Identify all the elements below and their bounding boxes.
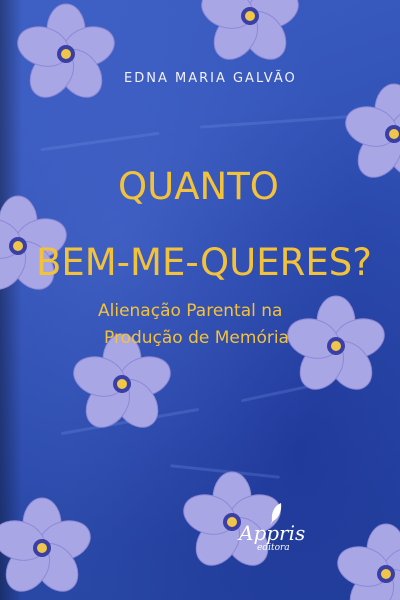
- flower-decoration: [194, 0, 306, 72]
- publisher-name: Appris: [239, 521, 306, 545]
- flower-decoration: [0, 492, 98, 600]
- flower-decoration: [330, 518, 400, 600]
- texture-streak: [200, 114, 360, 128]
- book-title-line-1: QUANTO: [118, 165, 279, 208]
- book-subtitle-line-2: Produção de Memória: [104, 328, 289, 348]
- flower-decoration: [10, 0, 122, 110]
- book-subtitle-line-1: Alienação Parental na: [98, 301, 283, 321]
- book-title-line-2: BEM-ME-QUERES?: [36, 241, 372, 284]
- flower-decoration: [338, 78, 400, 190]
- texture-streak: [40, 132, 159, 152]
- author-name: EDNA MARIA GALVÃO: [124, 71, 297, 86]
- flower-decoration: [280, 290, 392, 402]
- publisher-logo: [239, 521, 309, 557]
- publisher-subtitle: editora: [257, 543, 290, 553]
